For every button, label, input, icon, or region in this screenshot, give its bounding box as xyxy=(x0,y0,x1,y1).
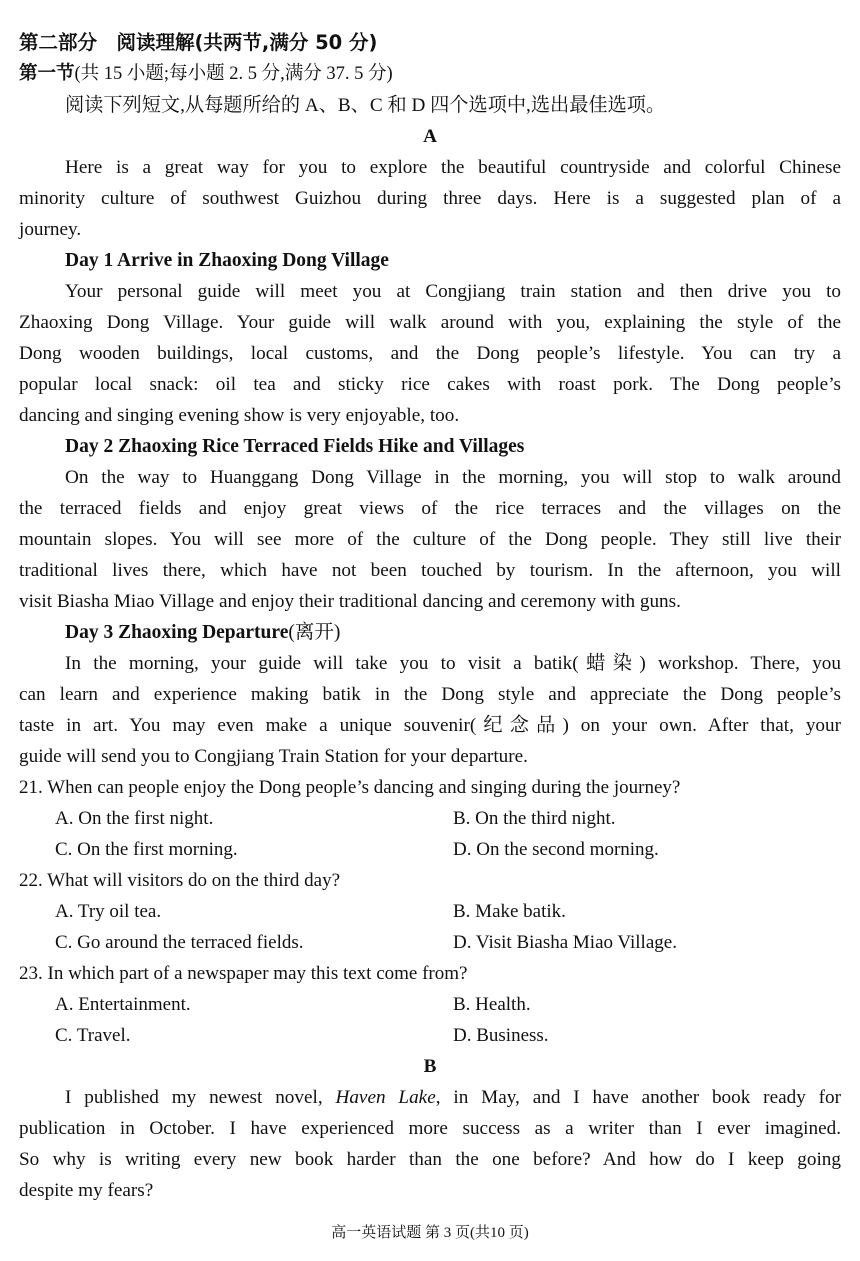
paragraph-line: Here is a great way for you to explore the beautiful countryside and colorful Chinese xyxy=(65,157,841,178)
option-c: C. On the first morning. xyxy=(55,839,238,860)
passage-b-label: B xyxy=(423,1056,437,1077)
paragraph-line: the terraced fields and enjoy great views of the rice terraces and the villages on the xyxy=(19,498,841,519)
paragraph-line: Your personal guide will meet you at Congjiang train station and then drive you to xyxy=(65,281,841,302)
option-row xyxy=(19,896,841,927)
day3-paragraph xyxy=(19,648,841,772)
option-b: B. Health. xyxy=(453,994,531,1015)
passage-b-paragraph xyxy=(19,1082,841,1206)
part-title: 第二部分 阅读理解(共两节,满分 50 分) xyxy=(19,31,378,54)
day1-heading: Day 1 Arrive in Zhaoxing Dong Village xyxy=(65,250,389,271)
question-stem: 22. What will visitors do on the third day? xyxy=(19,870,341,891)
question-22 xyxy=(19,865,841,958)
question-21 xyxy=(19,772,841,865)
option-row xyxy=(19,803,841,834)
novel-title: Haven Lake xyxy=(335,1087,436,1108)
option-row xyxy=(19,927,841,958)
day3-gloss: (离开) xyxy=(288,622,341,643)
option-d: D. Visit Biasha Miao Village. xyxy=(453,932,677,953)
option-row xyxy=(19,834,841,865)
option-row xyxy=(19,989,841,1020)
paragraph-line: guide will send you to Congjiang Train Station for your departure. xyxy=(19,746,528,767)
day2-heading: Day 2 Zhaoxing Rice Terraced Fields Hike and Villages xyxy=(65,436,525,457)
option-a: A. Entertainment. xyxy=(55,994,191,1015)
section-scoring: (共 15 小题;每小题 2. 5 分,满分 37. 5 分) xyxy=(74,64,393,84)
passage-a-intro xyxy=(19,152,841,245)
paragraph-line: minority culture of southwest Guizhou during three days. Here is a suggested plan of a xyxy=(19,188,841,209)
paragraph-line xyxy=(19,1082,841,1113)
paragraph-line: visit Biasha Miao Village and enjoy their traditional dancing and ceremony with guns. xyxy=(19,591,681,612)
page-footer: 高一英语试题 第 3 页(共10 页) xyxy=(331,1225,529,1241)
question-stem: 21. When can people enjoy the Dong people’s dancing and singing during the journey? xyxy=(19,777,681,798)
line-text: , in May, and I have another book ready for xyxy=(435,1087,842,1108)
option-d: D. Business. xyxy=(453,1025,549,1046)
paragraph-line: despite my fears? xyxy=(19,1180,154,1201)
option-c: C. Go around the terraced fields. xyxy=(55,932,304,953)
paragraph-line: In the morning, your guide will take you to visit a batik(蜡染) workshop. There, you xyxy=(65,653,841,674)
line-text: I published my newest novel, xyxy=(65,1087,336,1108)
option-c: C. Travel. xyxy=(55,1025,131,1046)
day3-title: Day 3 Zhaoxing Departure xyxy=(65,622,289,643)
paragraph-line: journey. xyxy=(19,219,82,240)
paragraph-line: dancing and singing evening show is very enjoyable, too. xyxy=(19,405,460,426)
option-b: B. Make batik. xyxy=(453,901,566,922)
paragraph-line: popular local snack: oil tea and sticky rice cakes with roast pork. The Dong people’s xyxy=(19,374,841,395)
passage-a-label: A xyxy=(423,126,437,147)
question-stem: 23. In which part of a newspaper may this text come from? xyxy=(19,963,468,984)
paragraph-line: taste in art. You may even make a unique souvenir(纪念品) on your own. After that, your xyxy=(19,715,841,736)
option-a: A. Try oil tea. xyxy=(55,901,162,922)
paragraph-line: publication in October. I have experienced more success as a writer than I ever imagined. xyxy=(19,1118,841,1139)
day3-heading xyxy=(19,617,841,648)
section-title xyxy=(19,58,841,90)
question-23 xyxy=(19,958,841,1051)
day1-paragraph xyxy=(19,276,841,431)
day2-paragraph xyxy=(19,462,841,617)
exam-page xyxy=(19,27,841,1206)
option-row xyxy=(19,1020,841,1051)
option-a: A. On the first night. xyxy=(55,808,214,829)
paragraph-line: traditional lives there, which have not been touched by tourism. In the afternoon, you will xyxy=(19,560,841,581)
paragraph-line: On the way to Huanggang Dong Village in the morning, you will stop to walk around xyxy=(65,467,841,488)
paragraph-line: can learn and experience making batik in the Dong style and appreciate the Dong people’s xyxy=(19,684,841,705)
paragraph-line: mountain slopes. You will see more of the culture of the Dong people. They still live their xyxy=(19,529,841,550)
option-b: B. On the third night. xyxy=(453,808,616,829)
option-d: D. On the second morning. xyxy=(453,839,659,860)
paragraph-line: Dong wooden buildings, local customs, and the Dong people’s lifestyle. You can try a xyxy=(19,343,841,364)
instructions: 阅读下列短文,从每题所给的 A、B、C 和 D 四个选项中,选出最佳选项。 xyxy=(65,95,666,116)
paragraph-line: Zhaoxing Dong Village. Your guide will walk around with you, explaining the style of the xyxy=(19,312,841,333)
paragraph-line: So why is writing every new book harder than the one before? And how do I keep going xyxy=(19,1149,841,1170)
section-name: 第一节 xyxy=(19,63,75,84)
